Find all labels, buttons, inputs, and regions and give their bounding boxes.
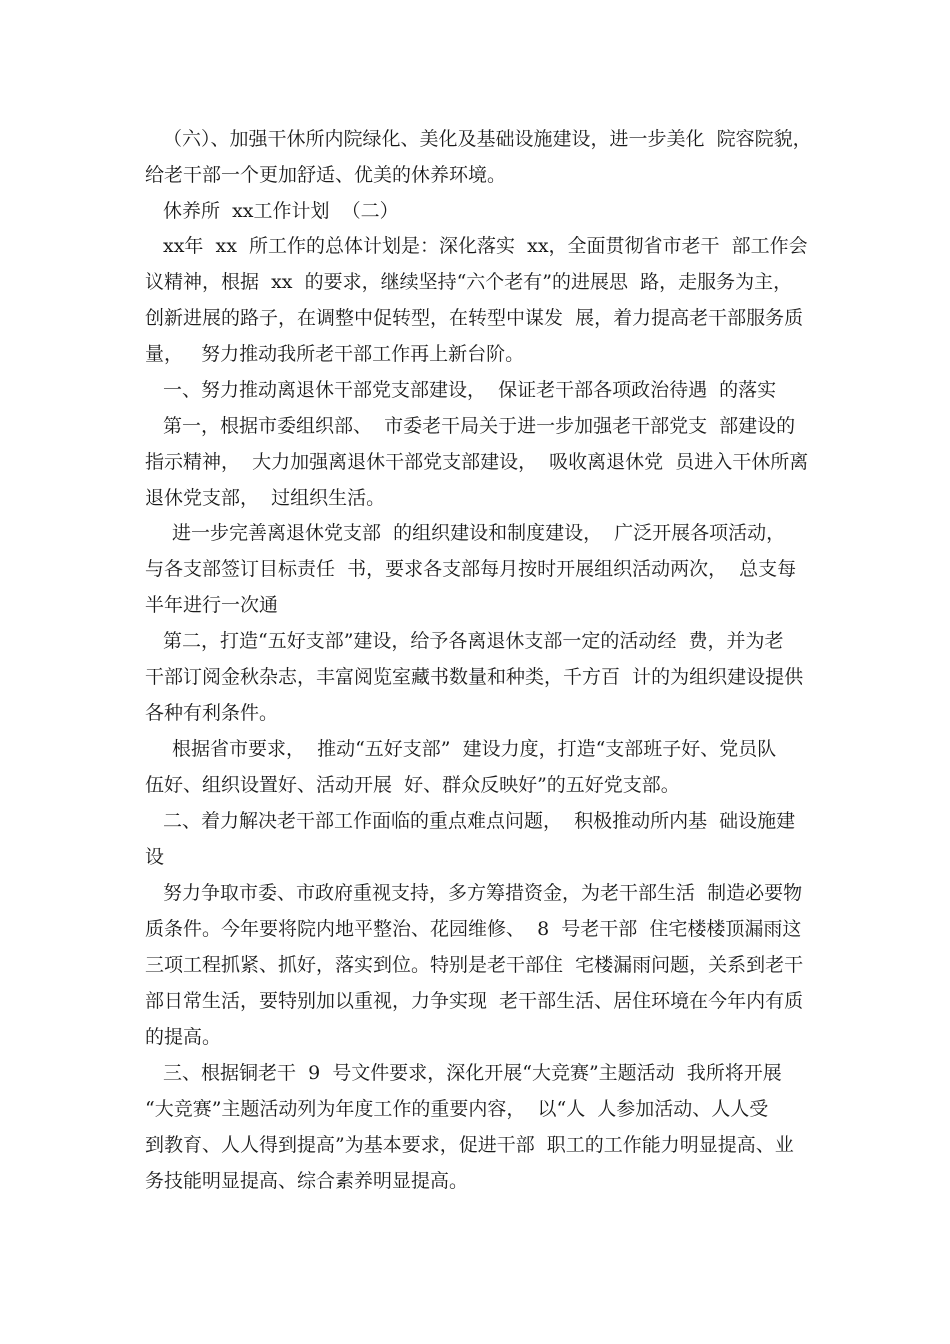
text-line: 到教育、人人得到提高”为基本要求，促进干部 职工的工作能力明显提高、业 — [145, 1134, 794, 1156]
text-line: 进一步完善离退休党支部 的组织建设和制度建设， 广泛开展各项活动， — [172, 522, 786, 544]
section-heading: 设 — [145, 846, 165, 868]
text-line: 各种有利条件。 — [145, 702, 279, 724]
section-heading: 一、努力推动离退休干部党支部建设， 保证老干部各项政治待遇 的落实 — [163, 379, 777, 401]
text-line: 退休党支部， 过组织生活。 — [145, 487, 386, 509]
text-line: “大竞赛”主题活动列为年度工作的重要内容， 以“人 人参加活动、人人受 — [145, 1098, 769, 1120]
text-line: xx年 xx 所工作的总体计划是：深化落实 xx，全面贯彻省市老干 部工作会 — [163, 235, 808, 257]
text-line: 伍好、组织设置好、活动开展 好、群众反映好”的五好党支部。 — [145, 774, 680, 796]
text-line: 给老干部一个更加舒适、优美的休养环境。 — [145, 164, 507, 186]
text-line: 第一，根据市委组织部、 市委老干局关于进一步加强老干部党支 部建设的 — [163, 415, 796, 437]
text-line: 部日常生活，要特别加以重视，力争实现 老干部生活、居住环境在今年内有质 — [145, 990, 804, 1012]
section-heading: 三、根据铜老干 9 号文件要求，深化开展“大竞赛”主题活动 我所将开展 — [163, 1062, 782, 1084]
text-line: 三项工程抓紧、抓好，落实到位。特别是老干部住 宅楼漏雨问题，关系到老干 — [145, 954, 804, 976]
section-heading: 二、着力解决老干部工作面临的重点难点问题， 积极推动所内基 础设施建 — [163, 810, 796, 832]
text-line: 议精神，根据 xx 的要求，继续坚持“六个老有”的进展思 路，走服务为主， — [145, 271, 793, 293]
text-line: （六）、加强干休所内院绿化、美化及基础设施建设，进一步美化 院容院貌， — [163, 128, 812, 150]
text-line: 根据省市要求， 推动“五好支部” 建设力度，打造“支部班子好、党员队 — [172, 738, 777, 760]
text-line: 质条件。今年要将院内地平整治、花园维修、 8 号老干部 住宅楼楼顶漏雨这 — [145, 918, 802, 940]
text-line: 创新进展的路子，在调整中促转型，在转型中谋发 展，着力提高老干部服务质 — [145, 307, 804, 329]
section-heading: 休养所 xx工作计划 （二） — [163, 200, 399, 222]
text-line: 半年进行一次通 — [145, 594, 279, 616]
text-line: 干部订阅金秋杂志，丰富阅览室藏书数量和种类，千方百 计的为组织建设提供 — [145, 666, 804, 688]
text-line: 的提高。 — [145, 1026, 222, 1048]
text-line: 与各支部签订目标责任 书，要求各支部每月按时开展组织活动两次， 总支每 — [145, 558, 797, 580]
text-line: 务技能明显提高、综合素养明显提高。 — [145, 1170, 469, 1192]
text-line: 第二，打造“五好支部”建设，给予各离退休支部一定的活动经 费，并为老 — [163, 630, 784, 652]
text-line: 努力争取市委、市政府重视支持，多方筹措资金，为老干部生活 制造必要物 — [163, 882, 803, 904]
text-line: 指示精神， 大力加强离退休干部党支部建设， 吸收离退休党 员进入干休所离 — [145, 451, 809, 473]
text-line: 量， 努力推动我所老干部工作再上新台阶。 — [145, 343, 525, 365]
